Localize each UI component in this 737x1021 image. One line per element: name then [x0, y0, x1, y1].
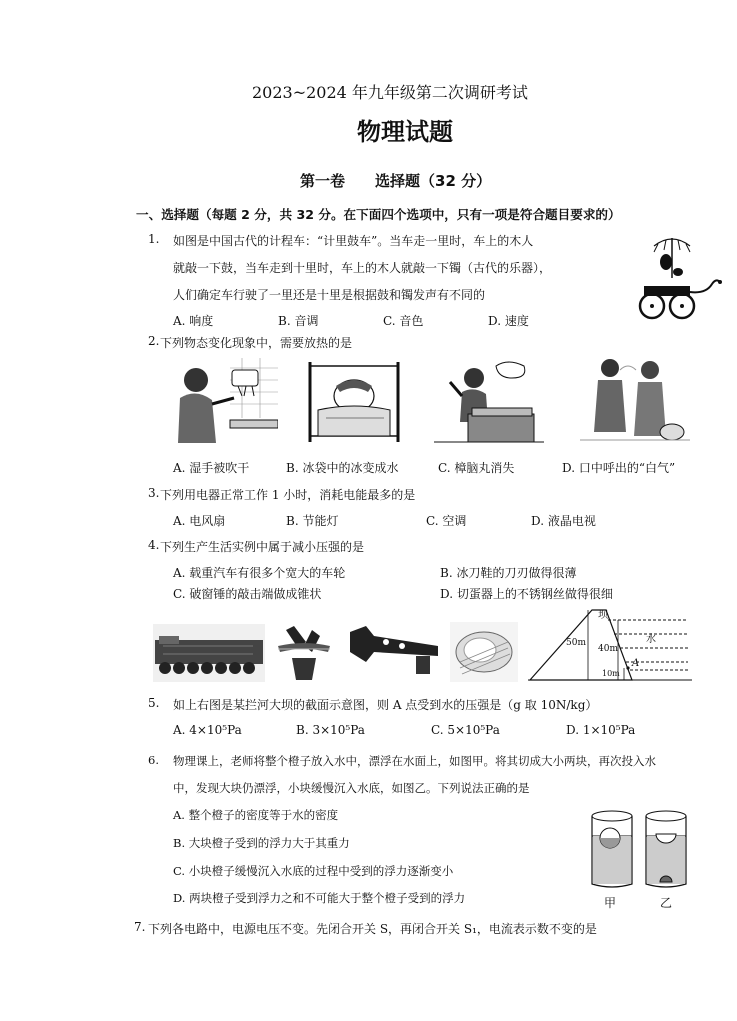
orange-label-jia: 甲: [604, 896, 617, 910]
ice-skate-photo: [272, 622, 336, 684]
subject-title: 物理试题: [357, 118, 453, 146]
q2-text: 下列物态变化现象中，需要放热的是: [160, 336, 353, 350]
q4-option-a: A. 载重汽车有很多个宽大的车轮: [173, 566, 346, 580]
q4-option-d: D. 切蛋器上的不锈钢丝做得很细: [440, 587, 613, 601]
mothball-box-illustration: [434, 356, 544, 446]
breath-in-cold-illustration: [580, 352, 690, 444]
q6-option-b: B. 大块橙子受到的浮力大于其重力: [173, 836, 350, 850]
dam-height-total: 50m: [566, 638, 586, 648]
hand-dryer-illustration: [170, 358, 278, 443]
q2-option-d: D. 口中呼出的“白气”: [562, 461, 676, 475]
q1-line2: 就敲一下鼓，当车走到十里时，车上的木人就敲一下镯（古代的乐器），: [173, 261, 552, 275]
q6-option-a: A. 整个橙子的密度等于水的密度: [173, 808, 339, 822]
q3-option-b: B. 节能灯: [286, 514, 339, 528]
egg-slicer-photo: [450, 622, 518, 682]
q2-option-b: B. 冰袋中的冰变成水: [286, 461, 399, 475]
dam-height-point: 10m: [602, 669, 620, 678]
q1-line3: 人们确定车行驶了一里还是十里是根据鼓和镯发声有不同的: [173, 288, 486, 302]
q1-line1: 如图是中国古代的计程车：“计里鼓车”。当车走一里时，车上的木人: [173, 234, 534, 248]
q2-option-c: C. 樟脑丸消失: [438, 461, 515, 475]
q5-option-b: B. 3×10⁵Pa: [296, 723, 365, 737]
q1-option-c: C. 音色: [383, 314, 424, 328]
heavy-truck-photo: [153, 624, 265, 682]
q1-option-d: D. 速度: [488, 314, 529, 328]
q4-option-c: C. 破窗锤的敲击端做成锥状: [173, 587, 322, 601]
orange-beaker-figure: [586, 808, 696, 908]
dam-label: 坝: [598, 610, 608, 621]
q5-option-c: C. 5×10⁵Pa: [431, 723, 500, 737]
orange-label-yi: 乙: [660, 896, 673, 910]
ice-pack-illustration: [306, 356, 402, 444]
q1-option-b: B. 音调: [278, 314, 319, 328]
q2-option-a: A. 湿手被吹干: [173, 461, 250, 475]
q4-option-b: B. 冰刀鞋的刀刃做得很薄: [440, 566, 577, 580]
q6-option-d: D. 两块橙子受到浮力之和不可能大于整个橙子受到的浮力: [173, 891, 466, 905]
dam-point-label: A: [632, 658, 640, 669]
q3-option-c: C. 空调: [426, 514, 467, 528]
q5-text: 如上右图是某拦河大坝的截面示意图，则 A 点受到水的压强是（g 取 10N/kg）: [173, 698, 598, 712]
q7-number: 7.: [134, 920, 146, 934]
water-label: 水: [646, 634, 656, 645]
dam-figure: [528, 606, 694, 682]
exam-title: 2023~2024 年九年级第二次调研考试: [252, 83, 528, 102]
q2-number: 2.: [148, 334, 160, 348]
q1-number: 1.: [148, 232, 160, 246]
q6-option-c: C. 小块橙子缓慢沉入水底的过程中受到的浮力逐渐变小: [173, 864, 454, 878]
section-heading: 一、选择题（每题 2 分，共 32 分。在下面四个选项中，只有一项是符合题目要求的）: [136, 207, 621, 222]
q7-text: 下列各电路中，电源电压不变。先闭合开关 S，再闭合开关 S₁，电流表示数不变的是: [148, 922, 597, 936]
drum-cart-illustration: [632, 232, 724, 324]
q5-option-a: A. 4×10⁵Pa: [173, 723, 242, 737]
dam-height-water: 40m: [598, 644, 618, 654]
q4-number: 4.: [148, 538, 160, 552]
q3-option-d: D. 液晶电视: [531, 514, 596, 528]
q6-line1: 物理课上，老师将整个橙子放入水中，漂浮在水面上，如图甲。将其切成大小两块，再次投入水: [173, 754, 656, 768]
q5-option-d: D. 1×10⁵Pa: [566, 723, 636, 737]
q4-text: 下列生产生活实例中属于减小压强的是: [160, 540, 365, 554]
q6-line2: 中，发现大块仍漂浮，小块缓慢沉入水底，如图乙。下列说法正确的是: [173, 781, 530, 795]
q3-text: 下列用电器正常工作 1 小时，消耗电能最多的是: [160, 488, 416, 502]
q1-option-a: A. 响度: [173, 314, 214, 328]
q3-number: 3.: [148, 486, 160, 500]
window-hammer-photo: [346, 622, 442, 682]
volume-title: 第一卷 选择题（32 分）: [300, 172, 492, 190]
q5-number: 5.: [148, 696, 160, 710]
q6-number: 6.: [148, 753, 159, 767]
q3-option-a: A. 电风扇: [173, 514, 226, 528]
